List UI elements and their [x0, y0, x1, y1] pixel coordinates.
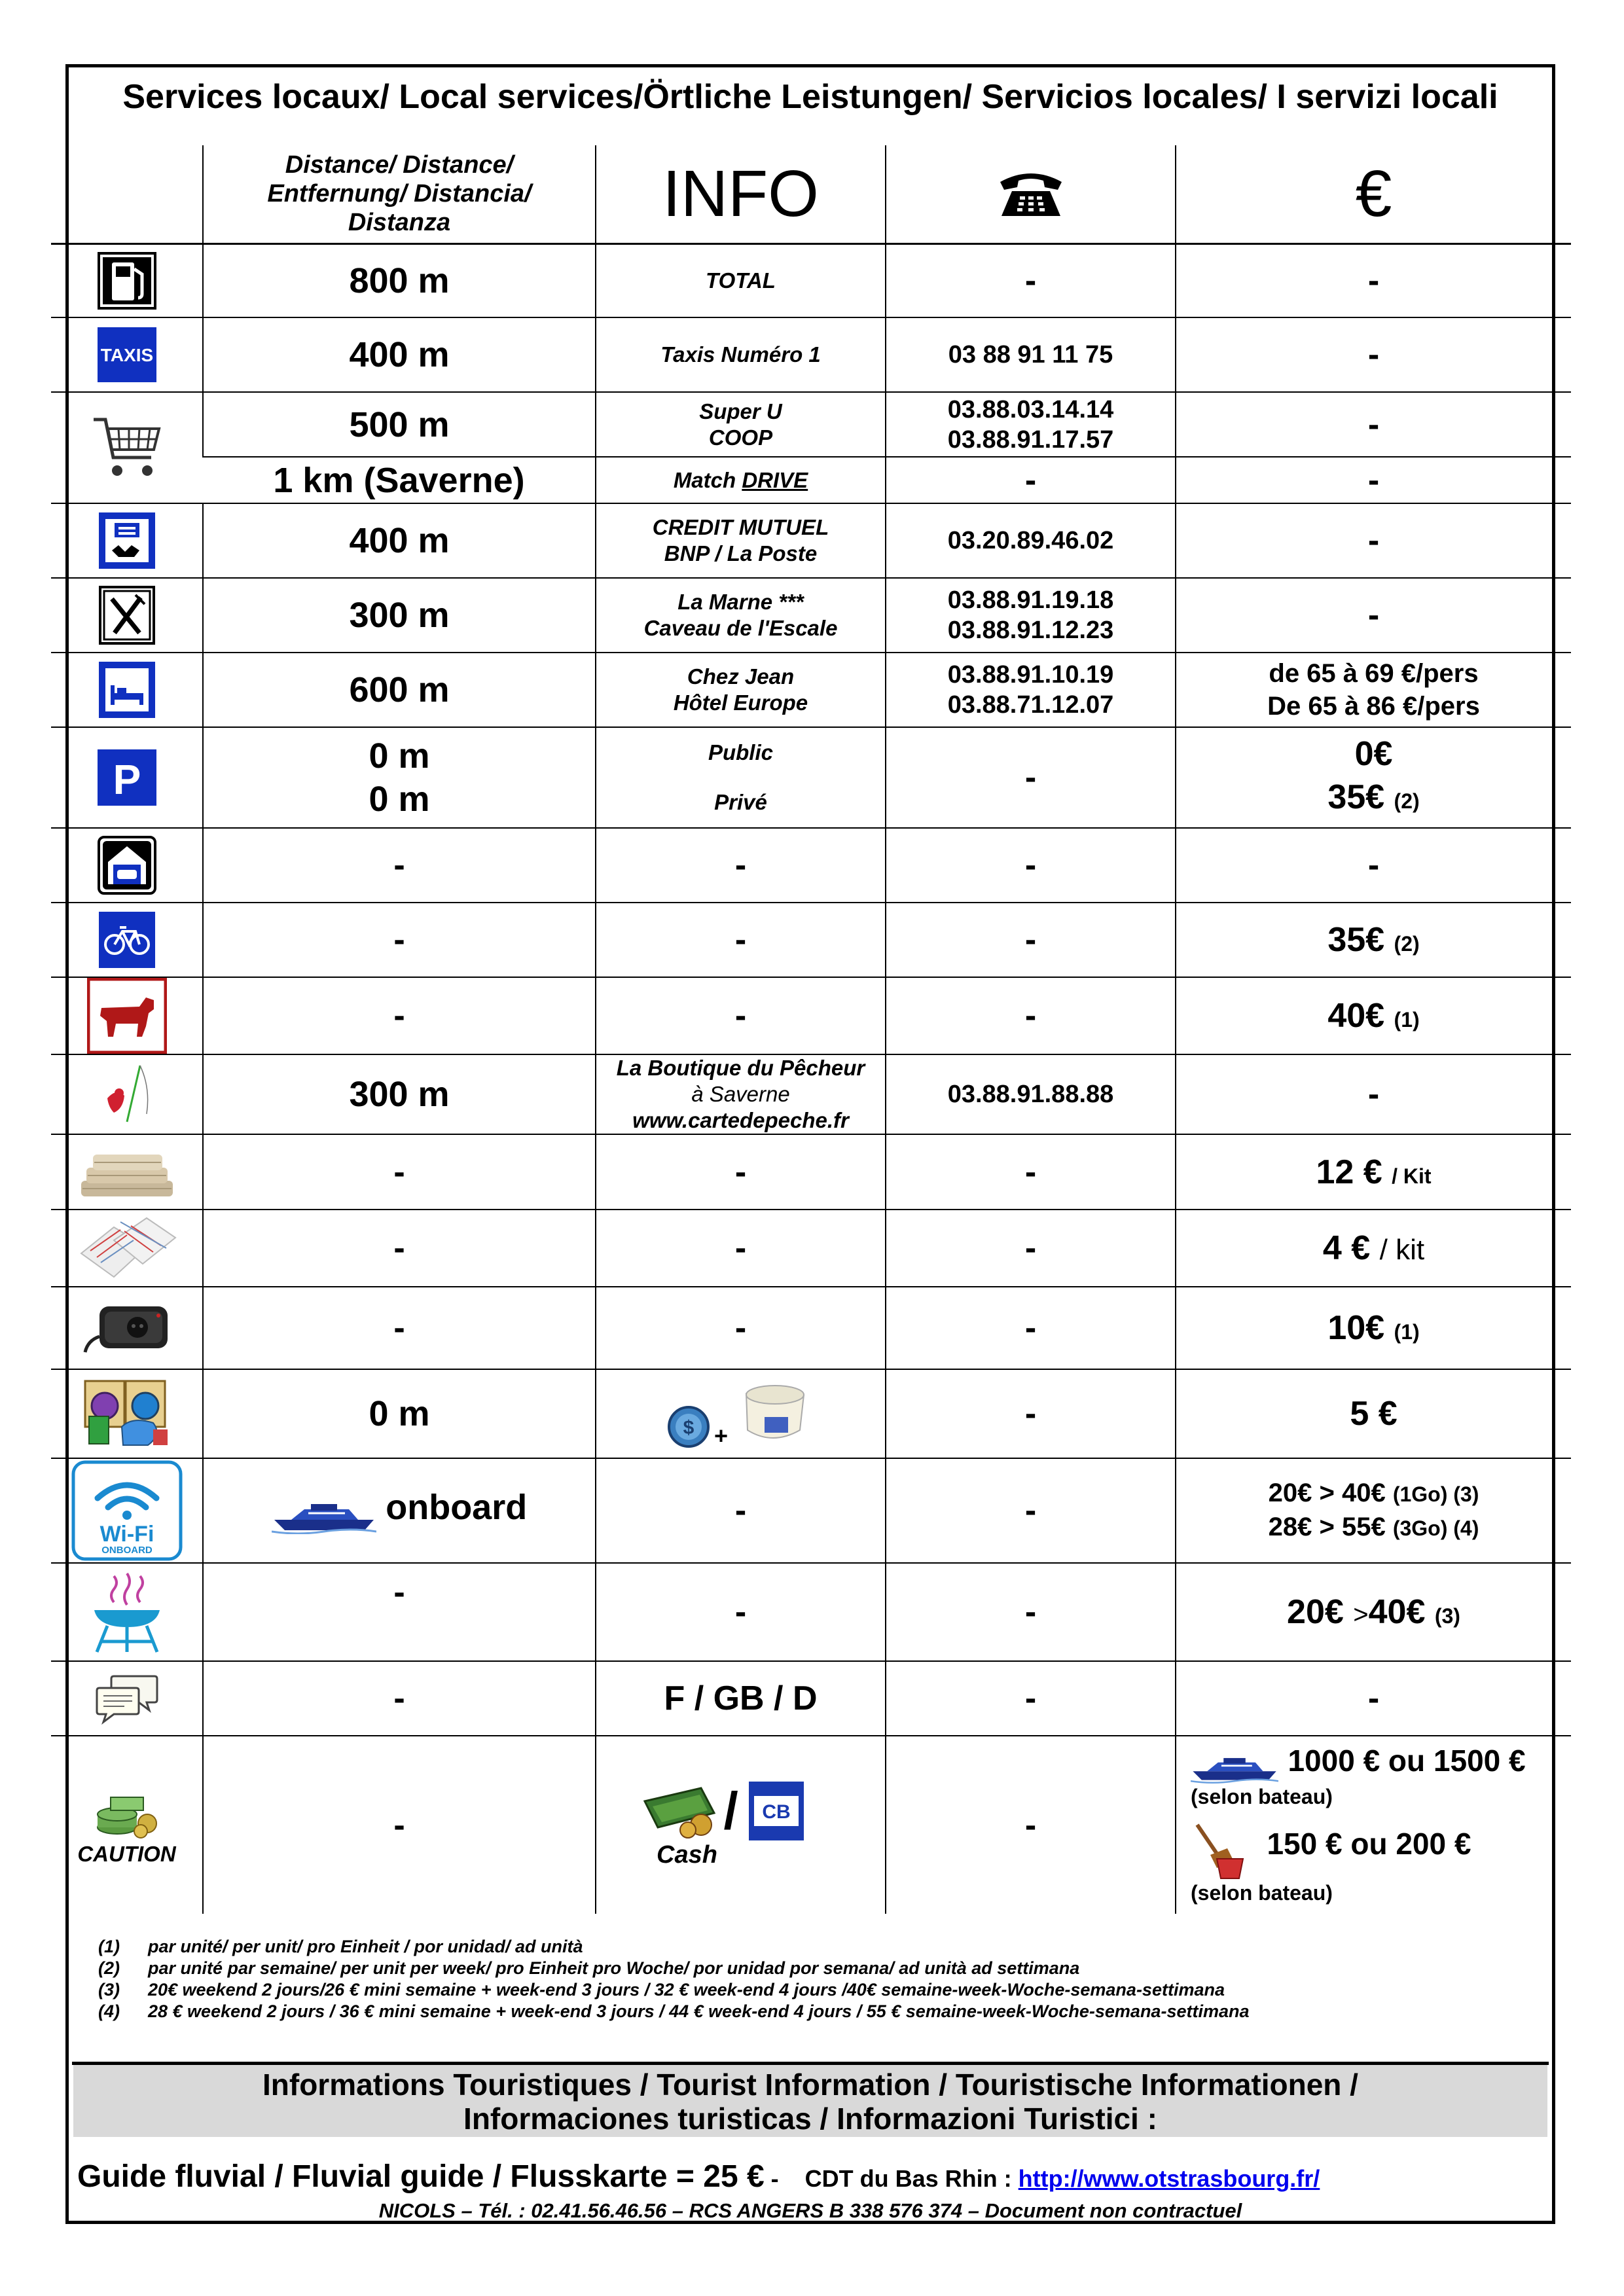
dog-tel: -: [886, 977, 1176, 1054]
dog-price-value: 40€: [1327, 997, 1385, 1035]
footnote-2: [98, 1958, 1250, 1979]
dog-distance: -: [203, 977, 596, 1054]
services-table: [51, 145, 1571, 1914]
laundry-plus: +: [713, 1422, 729, 1449]
linen-cell: [51, 1134, 203, 1210]
shop-price: -: [1176, 392, 1571, 457]
caution-deposit-1-note: (selon bateau): [1191, 1784, 1333, 1808]
language-cell: [51, 1661, 203, 1736]
tea-towels-icon: [75, 1214, 179, 1282]
linen-info: -: [596, 1134, 886, 1210]
bank-cell: [51, 503, 203, 578]
bank-tel: 03.20.89.46.02: [886, 503, 1176, 578]
tea-towels-tel: -: [886, 1210, 1176, 1287]
inverter-price-value: 10€: [1327, 1309, 1385, 1347]
telephone-icon: [995, 168, 1067, 220]
bike-distance: -: [203, 903, 596, 977]
shop-tel-2: 03.88.91.17.57: [947, 425, 1114, 454]
parking-price-2-line: [1176, 776, 1571, 823]
hotel-price: [1176, 653, 1571, 727]
bank-info: [596, 503, 886, 578]
language-info: F / GB / D: [596, 1661, 886, 1736]
laundry-icon: [82, 1377, 171, 1450]
caution-deposit-1: 1000 € ou 1500 €: [1288, 1744, 1526, 1778]
shopping-cart-icon: [91, 412, 163, 484]
row-fuel: [51, 243, 1571, 317]
tea-towels-cell: [51, 1210, 203, 1287]
tourist-info-line-1: Informations Touristiques / Tourist Information / Touristische Informationen /: [262, 2068, 1358, 2102]
row-bbq: [51, 1563, 1571, 1661]
svg-text:CB: CB: [762, 1801, 791, 1823]
restaurant-info-2: Caveau de l'Escale: [643, 616, 838, 640]
caution-deposit-2-line: [1191, 1822, 1571, 1881]
row-tea-towels: [51, 1210, 1571, 1287]
restaurant-tel-1: 03.88.91.19.18: [947, 586, 1114, 614]
row-drive: [51, 457, 1571, 503]
caution-slash: /: [723, 1782, 738, 1840]
row-inverter: [51, 1287, 1571, 1369]
dog-price: [1176, 977, 1571, 1054]
taxi-icon: [98, 327, 156, 382]
coin-icon: [666, 1404, 712, 1450]
linen-tel: -: [886, 1134, 1176, 1210]
drive-tel: -: [886, 457, 1176, 503]
fishing-info: [596, 1054, 886, 1134]
linen-price-note: / Kit: [1392, 1164, 1432, 1188]
broom-bucket-icon: [1191, 1822, 1248, 1881]
footnote-4-number: (4): [98, 2001, 120, 2021]
inverter-tel: -: [886, 1287, 1176, 1369]
bank-info-1: CREDIT MUTUEL: [652, 515, 829, 539]
caution-label: CAUTION: [77, 1841, 176, 1866]
svg-text:$: $: [683, 1417, 694, 1439]
tea-towels-distance: -: [203, 1210, 596, 1287]
hotel-cell: [51, 653, 203, 727]
boat-icon: [272, 1499, 376, 1534]
footnote-3-number: (3): [98, 1980, 120, 2000]
parking-distance-2: 0 m: [369, 780, 430, 819]
bbq-price-b: 40€: [1368, 1593, 1426, 1631]
footnote-4: [98, 2001, 1250, 2022]
row-garage: [51, 828, 1571, 903]
wifi-price-2-line: [1176, 1511, 1571, 1545]
restaurant-price: -: [1176, 578, 1571, 653]
guide-separator: -: [764, 2165, 805, 2192]
fuel-cell: [51, 243, 203, 317]
restaurant-tel-2: 03.88.91.12.23: [947, 617, 1114, 644]
fishing-cell: [51, 1054, 203, 1134]
shop-cell: [51, 392, 203, 503]
bike-tel: -: [886, 903, 1176, 977]
parking-info: [596, 727, 886, 828]
footnotes: [98, 1936, 1250, 2022]
tea-towels-price-value: 4 €: [1322, 1229, 1371, 1267]
linen-price-value: 12 €: [1316, 1153, 1382, 1191]
inverter-distance: -: [203, 1287, 596, 1369]
row-linen: [51, 1134, 1571, 1210]
hotel-tel-2: 03.88.71.12.07: [947, 691, 1114, 719]
restaurant-distance: 300 m: [203, 578, 596, 653]
drive-info-prefix: Match: [673, 467, 742, 492]
towels-icon: [75, 1143, 179, 1202]
bike-info: -: [596, 903, 886, 977]
page-title: Services locaux/ Local services/Örtliche Leistungen/ Servicios locales/ I servizi locali: [122, 78, 1498, 116]
fishing-info-1: La Boutique du Pêcheur: [616, 1056, 865, 1080]
wifi-icon-text: Wi-Fi: [99, 1522, 154, 1547]
header-phone: [886, 145, 1176, 243]
dog-price-note: (1): [1394, 1008, 1420, 1031]
fuel-tel: -: [886, 243, 1176, 317]
hotel-distance: 600 m: [203, 653, 596, 727]
atm-icon: [99, 512, 155, 569]
guide-cdt: CDT du Bas Rhin :: [804, 2165, 1019, 2192]
caution-boat-icon: [1191, 1752, 1278, 1785]
hotel-tel: [886, 653, 1176, 727]
row-parking: [51, 727, 1571, 828]
fuel-info: TOTAL: [596, 243, 886, 317]
footnote-2-number: (2): [98, 1958, 120, 1978]
shop-tel: [886, 392, 1176, 457]
wifi-info: -: [596, 1458, 886, 1563]
footnote-1: [98, 1936, 1250, 1958]
garage-info: -: [596, 828, 886, 903]
money-stack-icon: [91, 1784, 163, 1839]
tourist-info-banner: [73, 2065, 1547, 2137]
restaurant-icon: [99, 586, 155, 645]
shop-tel-1: 03.88.03.14.14: [947, 395, 1114, 423]
laundry-tel: -: [886, 1369, 1176, 1458]
header-price: €: [1176, 145, 1571, 243]
language-distance: -: [203, 1661, 596, 1736]
linen-distance: -: [203, 1134, 596, 1210]
bank-info-2: BNP / La Poste: [664, 541, 818, 565]
bbq-distance: -: [203, 1563, 596, 1661]
tea-towels-info: -: [596, 1210, 886, 1287]
caution-info: [596, 1736, 886, 1914]
taxi-info: Taxis Numéro 1: [596, 317, 886, 392]
parking-price-2-note: (2): [1394, 789, 1420, 813]
hotel-price-1: de 65 à 69 €/pers: [1269, 659, 1479, 688]
laundry-distance: 0 m: [203, 1369, 596, 1458]
inverter-cell: [51, 1287, 203, 1369]
barbecue-icon: [88, 1570, 166, 1655]
shop-distance: 500 m: [203, 392, 596, 457]
fishing-distance: 300 m: [203, 1054, 596, 1134]
cash-icon: [642, 1782, 721, 1840]
footnote-1-text: par unité/ per unit/ pro Einheit / por unidad/ ad unità: [148, 1937, 583, 1956]
wifi-icon-subtext: ONBOARD: [101, 1545, 153, 1556]
inverter-price: [1176, 1287, 1571, 1369]
restaurant-info-1: La Marne ***: [677, 590, 804, 614]
fuel-price: -: [1176, 243, 1571, 317]
fishing-website[interactable]: www.cartedepeche.fr: [632, 1108, 849, 1132]
fuel-distance: 800 m: [203, 243, 596, 317]
drive-price: -: [1176, 457, 1571, 503]
drive-link[interactable]: DRIVE: [742, 467, 808, 492]
laundry-cell: [51, 1369, 203, 1458]
row-dog: [51, 977, 1571, 1054]
fishing-price: -: [1176, 1054, 1571, 1134]
bbq-price-a: 20€: [1287, 1593, 1344, 1631]
bbq-cell: [51, 1563, 203, 1661]
row-hotel: [51, 653, 1571, 727]
power-inverter-icon: [81, 1297, 173, 1359]
bbq-tel: -: [886, 1563, 1176, 1661]
bike-price-note: (2): [1394, 932, 1420, 956]
parking-icon-text: P: [113, 756, 141, 803]
hotel-info: [596, 653, 886, 727]
caution-payment-icons: [596, 1781, 885, 1841]
bicycle-icon: [99, 912, 155, 968]
bank-distance: 400 m: [203, 503, 596, 578]
caution-distance: -: [203, 1736, 596, 1914]
caution-deposit-2-note: (selon bateau): [1191, 1880, 1333, 1905]
wifi-distance-cell: [203, 1458, 596, 1563]
bike-cell: [51, 903, 203, 977]
restaurant-cell: [51, 578, 203, 653]
guide-line: [77, 2159, 1320, 2195]
parking-cell: [51, 727, 203, 828]
taxi-icon-text: TAXIS: [100, 345, 153, 365]
wifi-price-1-note: (1Go) (3): [1392, 1482, 1479, 1506]
garage-distance: -: [203, 828, 596, 903]
wifi-price: [1176, 1458, 1571, 1563]
hotel-bed-icon: [99, 662, 155, 718]
dog-cell: [51, 977, 203, 1054]
language-tel: -: [886, 1661, 1176, 1736]
wifi-price-1-line: [1176, 1477, 1571, 1511]
language-price: -: [1176, 1661, 1571, 1736]
parking-price-1: 0€: [1354, 735, 1393, 773]
row-fishing: [51, 1054, 1571, 1134]
parking-tel: -: [886, 727, 1176, 828]
row-bike: [51, 903, 1571, 977]
caution-deposit-1-line: [1191, 1743, 1571, 1785]
wifi-tel: -: [886, 1458, 1176, 1563]
row-restaurant: [51, 578, 1571, 653]
taxi-distance: 400 m: [203, 317, 596, 392]
garage-icon: [98, 836, 156, 895]
row-taxi: [51, 317, 1571, 392]
speech-bubbles-icon: [94, 1672, 160, 1725]
dog-icon: [87, 978, 167, 1054]
wifi-price-2-note: (3Go) (4): [1392, 1516, 1479, 1540]
fishing-icon: [94, 1062, 160, 1127]
dog-info: -: [596, 977, 886, 1054]
parking-price: [1176, 727, 1571, 828]
tourism-link[interactable]: http://www.otstrasbourg.fr/: [1018, 2165, 1320, 2192]
laundry-info: [596, 1369, 886, 1458]
parking-info-2: Privé: [714, 790, 767, 814]
parking-price-2: 35€: [1327, 778, 1385, 816]
hotel-tel-1: 03.88.91.10.19: [947, 661, 1114, 689]
footnote-2-text: par unité par semaine/ per unit per week/ pro Einheit pro Woche/ por unidad por semana/ ad unità ad settimana: [148, 1958, 1080, 1978]
taxi-price: -: [1176, 317, 1571, 392]
row-laundry: [51, 1369, 1571, 1458]
caution-deposit-2: 150 € ou 200 €: [1267, 1827, 1471, 1861]
parking-info-1: Public: [708, 740, 774, 764]
footnote-3-text: 20€ weekend 2 jours/26 € mini semaine + week-end 3 jours / 32 € week-end 4 jours /40€ semaine-week-Woche-semana-settimana: [148, 1980, 1225, 2000]
guide-text: Guide fluvial / Fluvial guide / Flusskarte = 25 €: [77, 2159, 765, 2194]
inverter-info: -: [596, 1287, 886, 1369]
parking-distance-1: 0 m: [369, 736, 430, 776]
wifi-price-2: 28€ > 55€: [1268, 1513, 1386, 1541]
fishing-tel: 03.88.91.88.88: [886, 1054, 1176, 1134]
drive-distance: 1 km (Saverne): [203, 457, 596, 503]
row-caution: [51, 1736, 1571, 1914]
row-wifi: [51, 1458, 1571, 1563]
linen-price: [1176, 1134, 1571, 1210]
row-language: [51, 1661, 1571, 1736]
shop-info-2: COOP: [708, 425, 773, 450]
wifi-icon: [71, 1460, 183, 1561]
caution-deposit: [1176, 1736, 1571, 1914]
wifi-cell: [51, 1458, 203, 1563]
footer: NICOLS – Tél. : 02.41.56.46.56 – RCS ANGERS B 338 576 374 – Document non contractuel: [378, 2199, 1242, 2222]
garage-cell: [51, 828, 203, 903]
credit-card-icon: [749, 1782, 804, 1840]
caution-cash: Cash: [657, 1841, 717, 1869]
restaurant-info: [596, 578, 886, 653]
parking-icon: [98, 749, 156, 806]
row-bank: [51, 503, 1571, 578]
detergent-icon: [731, 1378, 816, 1450]
taxi-cell: [51, 317, 203, 392]
tourist-info-line-2: Informaciones turisticas / Informazioni Turistici :: [463, 2102, 1157, 2136]
bbq-price-note: (3): [1434, 1604, 1460, 1628]
wifi-distance: onboard: [386, 1488, 528, 1528]
shop-info: [596, 392, 886, 457]
hotel-info-2: Hôtel Europe: [673, 691, 808, 715]
garage-price: -: [1176, 828, 1571, 903]
bbq-price: [1176, 1563, 1571, 1661]
bike-price-value: 35€: [1327, 921, 1385, 959]
taxi-tel: 03 88 91 11 75: [886, 317, 1176, 392]
tea-towels-price-note: / kit: [1379, 1234, 1425, 1266]
hotel-info-1: Chez Jean: [687, 664, 795, 689]
row-shop: [51, 392, 1571, 457]
bike-price: [1176, 903, 1571, 977]
table-header: [51, 145, 1571, 243]
header-distance: Distance/ Distance/ Entfernung/ Distancia/ Distanza: [203, 145, 596, 243]
drive-info: [596, 457, 886, 503]
caution-tel: -: [886, 1736, 1176, 1914]
wifi-price-1: 20€ > 40€: [1268, 1479, 1386, 1507]
tea-towels-price: [1176, 1210, 1571, 1287]
footnote-1-number: (1): [98, 1937, 120, 1956]
parking-distance: [203, 727, 596, 828]
bank-price: -: [1176, 503, 1571, 578]
garage-tel: -: [886, 828, 1176, 903]
shop-info-1: Super U: [699, 399, 782, 423]
caution-cell: [51, 1736, 203, 1914]
fuel-pump-icon: [98, 252, 156, 310]
bbq-info: -: [596, 1563, 886, 1661]
header-info: INFO: [596, 145, 886, 243]
inverter-price-note: (1): [1394, 1320, 1420, 1344]
bbq-price-gt: >: [1353, 1600, 1369, 1629]
fishing-info-2: à Saverne: [691, 1082, 790, 1106]
footnote-3: [98, 1979, 1250, 2001]
hotel-price-2: De 65 à 86 €/pers: [1267, 692, 1480, 721]
laundry-price: 5 €: [1176, 1369, 1571, 1458]
restaurant-tel: [886, 578, 1176, 653]
footnote-4-text: 28 € weekend 2 jours / 36 € mini semaine + week-end 3 jours / 44 € week-end 4 jours / 55 € semaine-week-Woche-semana-settimana: [148, 2001, 1250, 2021]
